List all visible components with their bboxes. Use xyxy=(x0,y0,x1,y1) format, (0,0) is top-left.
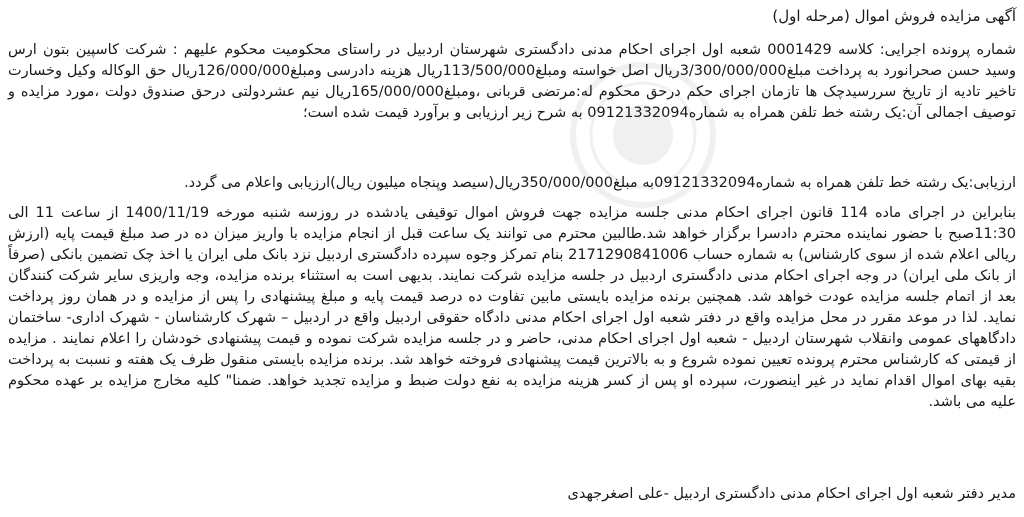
signature-line: مدیر دفتر شعبه اول اجرای احکام مدنی دادگستری اردبیل -علی اصغرجهدی xyxy=(567,486,1016,502)
valuation-paragraph: ارزیابی:یک رشته خط تلفن همراه به شماره09121332094به مبلغ350/000/000ریال(سیصد وپنجاه میلیون ریال)ارزیابی واعلام می گردد. xyxy=(184,175,1016,191)
auction-notice xyxy=(8,0,1016,517)
case-details-paragraph: شماره پرونده اجرایی: کلاسه 0001429 شعبه اول اجرای احکام مدنی دادگستری شهرستان اردبیل در راستای محکومیت محکوم علیهم : شرکت کاسپین بتون ارس وسید حسن صحرانورد به پرداخت مبلغ3/300/000/000ریال اصل خواسته ومبلغ113/500/000ریال هزینه دادرسی ومبلغ126/000/000ریال حق الوکاله وکیل وخسارت تاخیر تادیه از تاریخ سررسیدچک ها تازمان اجرای حکم درحق محکوم له:مرتضی قربانی ،ومبلغ165/000/000ریال نیم عشردولتی درحق صندوق دولت ،مورد مزایده و توصیف اجمالی آن:یک رشته خط تلفن همراه به شماره09121332094 به شرح زیر ارزیابی و برآورد قیمت شده است؛ xyxy=(8,42,1017,121)
notice-title: آگهی مزایده فروش اموال (مرحله اول) xyxy=(772,7,1016,25)
auction-terms-paragraph: بنابراین در اجرای ماده 114 قانون اجرای احکام مدنی جلسه مزایده جهت فروش اموال توقیفی یادشده در روزسه شنبه مورخه 1400/11/19 از ساعت 11 الی 11:30صبح با حضور نماینده محترم دادسرا برگزار خواهد شد.طالبین محترم می توانند یک ساعت قبل از انجام مزایده با واریز میزان ده در صد مبلغ قیمت پایه (ارزش ریالی اعلام شده از سوی کارشناس) به شماره حساب 2171290841006 بنام تمرکز وجوه سپرده دادگستری اردبیل نزد بانک ملی ایران یا اخذ چک تضمین بانکی (صرفاً از بانک ملی ایران) در وجه اجرای احکام مدنی دادگستری اردبیل در جلسه مزایده شرکت نمایند. بدیهی است به استثناء برنده مزایده، وجه واریزی سایر شرکت کنندگان بعد از اتمام جلسه مزایده عودت خواهد شد. همچنین برنده مزایده بایستی مابین تفاوت ده درصد قیمت پایه و مبلغ پیشنهادی را پس از مزایده و در همان روز پرداخت نماید. لذا در موعد مقرر در محل مزایده واقع در دفتر شعبه اول اجرای احکام مدنی دادگاه حقوقی اردبیل واقع در اردبیل – شهرک کارشناسان - شهرک اداری- ساختمان دادگاههای عمومی وانقلاب شهرستان اردبیل - شعبه اول اجرای احکام مدنی، حاضر و در جلسه مزایده شرکت نموده و قیمت پیشنهادی خودشان را اعلام نمایند . مزایده از قیمتی که کارشناس محترم پرونده تعیین نموده شروع و به بالاترین قیمت پیشنهادی فروخته خواهد شد. برنده مزایده بایستی منقول ظرف یک هفته و نسبت به پرداخت بقیه بهای اموال اقدام نماید در غیر اینصورت، سپرده او پس از کسر هزینه مزایده به نفع دولت ضبط و مزایده تجدید خواهد. ضمنا" کلیه مخارج مزایده بر عهده محکوم علیه می باشد. xyxy=(8,205,1016,410)
